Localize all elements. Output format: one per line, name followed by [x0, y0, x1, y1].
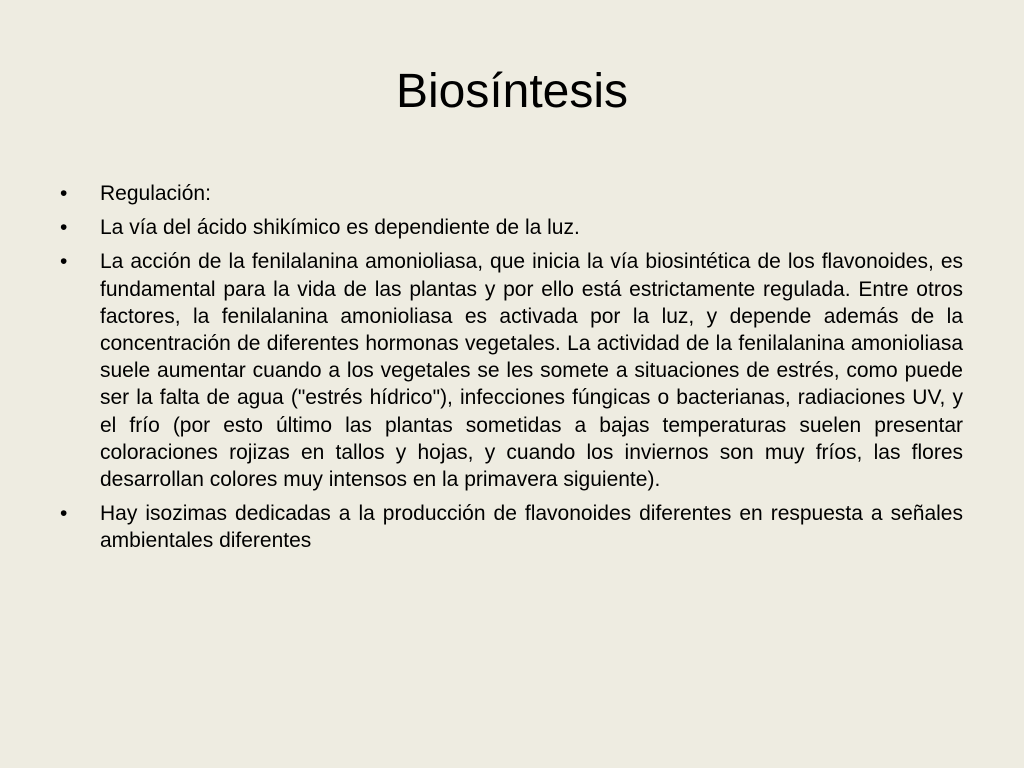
- bullet-item-fenilalanina: • La acción de la fenilalanina amonioliasa, que inicia la vía biosintética de los flavonoides, es fundamental para la vida de las plantas y por ello está estrictamente regulada. Entre otros factores, la fenilalanina amonioliasa es activada por la luz, y depende además de la concentración de diferentes hormonas vegetales. La actividad de la fenilalanina amonioliasa suele aumentar cuando a los vegetales se les somete a situaciones de estrés, como puede ser la falta de agua ("estrés hídrico"), infecciones fúngicas o bacterianas, radiaciones UV, y el frío (por esto último las plantas sometidas a bajas temperaturas suelen presentar coloraciones rojizas en tallos y hojas, y cuando los inviernos son muy fríos, las flores desarrollan colores muy intensos en la primavera siguiente).: [60, 248, 963, 493]
- bullet-item-via-shikimico: • La vía del ácido shikímico es dependiente de la luz.: [60, 214, 963, 241]
- bullet-item-regulacion: • Regulación:: [60, 180, 963, 207]
- bullet-list: [60, 180, 963, 562]
- bullet-item-isozimas: • Hay isozimas dedicadas a la producción de flavonoides diferentes en respuesta a señales ambientales diferentes: [60, 500, 963, 554]
- slide-title: Biosíntesis: [395, 65, 629, 118]
